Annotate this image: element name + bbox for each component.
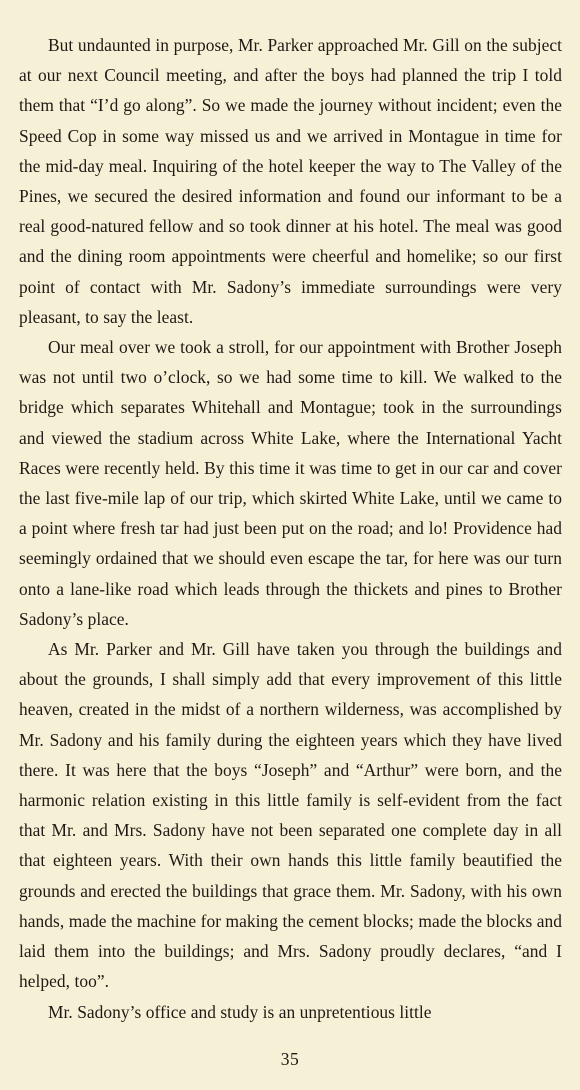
page-number: 35	[280, 1049, 300, 1069]
paragraph-4: Mr. Sadony’s office and study is an unpretentious little	[48, 1001, 432, 1022]
paragraph-3: As Mr. Parker and Mr. Gill have taken you through the buildings and about the grounds, I shall simply add that every improvement of this little heaven, created in the midst of a northern wilderness, was accomplished by Mr. Sadony and his family during the eighteen years which they have lived there. It was here that the boys “Joseph” and “Arthur” were born, and the harmonic relation existing in this little family is self-evident from the fact that Mr. and Mrs. Sadony have not been separated one complete day in all that eighteen years. With their own hands this little family beautified the grounds and erected the buildings that grace them. Mr. Sadony, with his own hands, made the machine for making the cement blocks; made the blocks and laid them into the buildings; and Mrs. Sadony proudly declares, “and I helped, too”.	[19, 639, 562, 992]
body-text	[19, 30, 562, 1027]
paragraph-1: But undaunted in purpose, Mr. Parker approached Mr. Gill on the subject at our next Council meeting, and after the boys had planned the trip I told them that “I’d go along”. So we made the journey without incident; even the Speed Cop in some way missed us and we arrived in Montague in time for the mid-day meal. Inquiring of the hotel keeper the way to The Valley of the Pines, we secured the desired information and found our informant to be a real good-natured fellow and so took dinner at his hotel. The meal was good and the dining room appointments were cheerful and homelike; so our first point of contact with Mr. Sadony’s immediate surroundings were very pleasant, to say the least.	[19, 35, 562, 327]
paragraph-2: Our meal over we took a stroll, for our appointment with Brother Joseph was not until two o’clock, so we had some time to kill. We walked to the bridge which separates Whitehall and Montague; took in the surroundings and viewed the stadium across White Lake, where the International Yacht Races were recently held. By this time it was time to get in our car and cover the last five-mile lap of our trip, which skirted White Lake, until we came to a point where fresh tar had just been put on the road; and lo! Providence had seemingly ordained that we should even escape the tar, for here was our turn onto a lane-like road which leads through the thickets and pines to Brother Sadony’s place.	[19, 337, 562, 629]
